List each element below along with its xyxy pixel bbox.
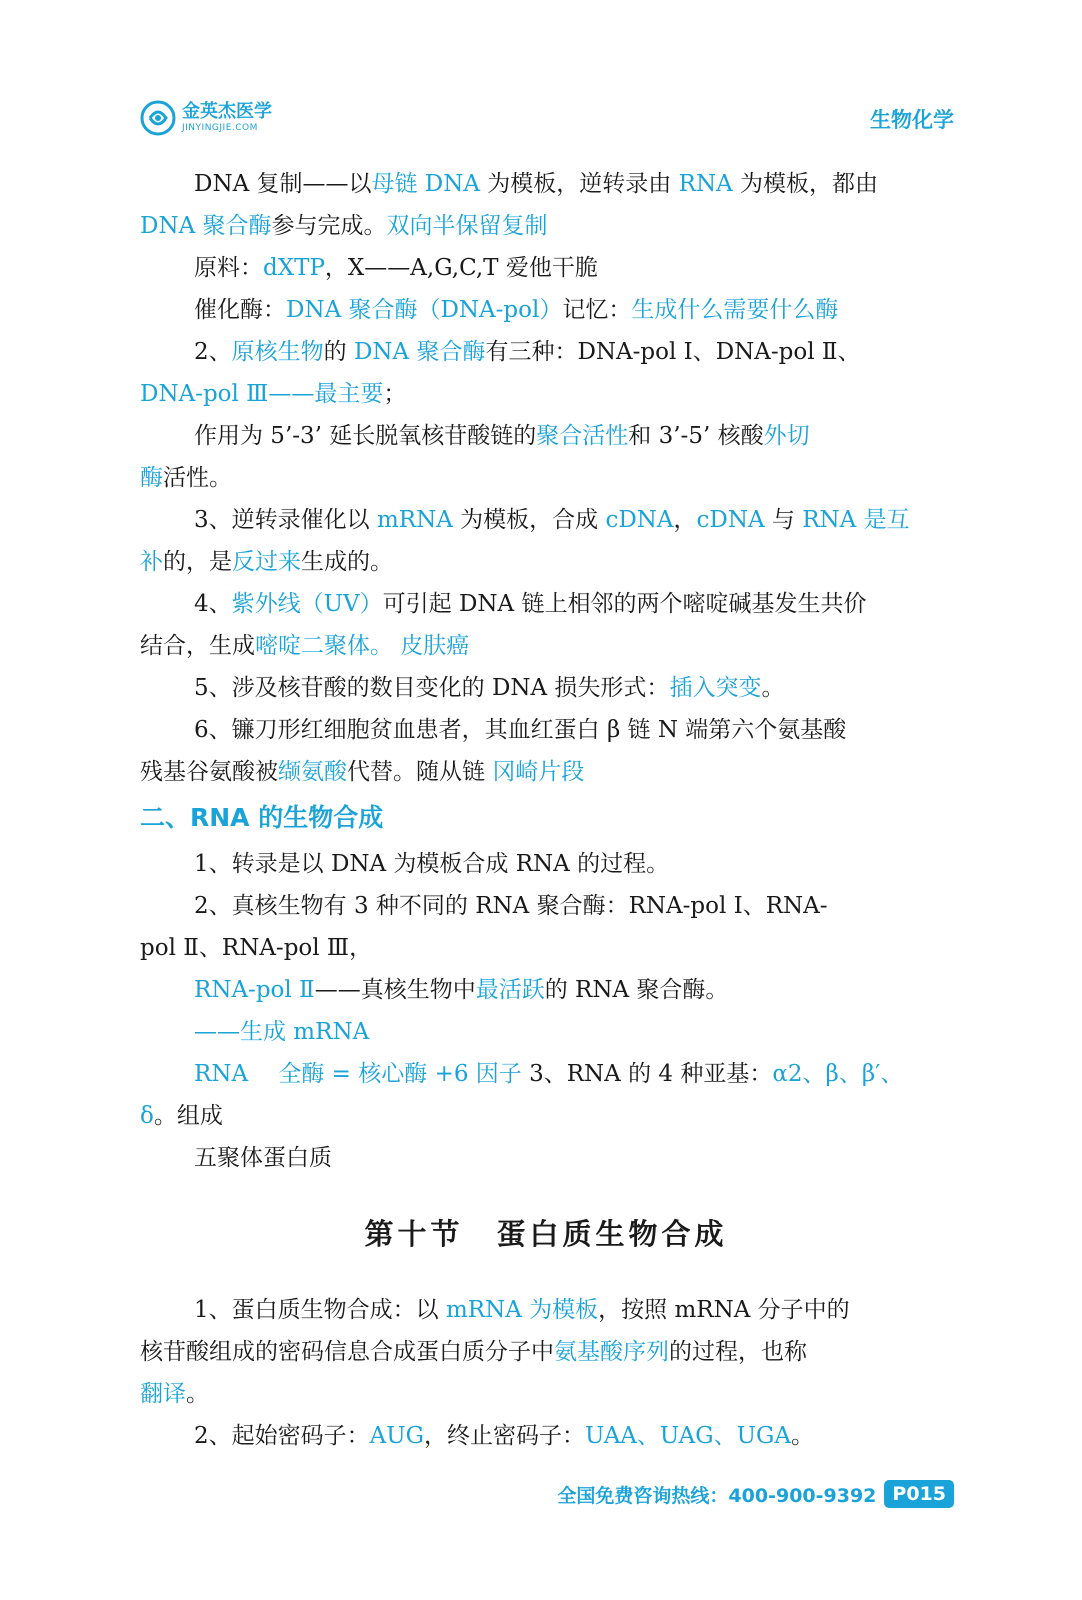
text-line: 酶活性。 [140, 465, 232, 491]
text-line: DNA 聚合酶参与完成。双向半保留复制 [140, 213, 548, 239]
text-line: 1、蛋白质生物合成：以 mRNA 为模板，按照 mRNA 分子中的 [194, 1297, 850, 1323]
logo-english-name: JINYINGJIE.COM [182, 123, 258, 133]
text-line: 结合，生成嘧啶二聚体。 皮肤癌 [140, 633, 470, 659]
page-header [0, 0, 1082, 160]
logo-chinese-name: 金英杰医学 [182, 101, 272, 122]
text-line: ——生成 mRNA [194, 1019, 370, 1045]
brand-logo [140, 98, 290, 138]
subject-title: 生物化学 [870, 108, 954, 132]
text-line: 五聚体蛋白质 [194, 1145, 332, 1171]
logo-swirl-icon [140, 100, 176, 136]
text-line: 原料：dXTP，X——A,G,C,T 爱他干脆 [194, 255, 598, 281]
page-footer [557, 1480, 954, 1508]
text-line: 4、紫外线（UV）可引起 DNA 链上相邻的两个嘧啶碱基发生共价 [194, 591, 867, 617]
page-number-badge: P015 [884, 1480, 954, 1508]
text-line: 5、涉及核苷酸的数目变化的 DNA 损失形式：插入突变。 [194, 675, 785, 701]
text-line: 残基谷氨酸被缬氨酸代替。随从链 冈崎片段 [140, 759, 585, 785]
chapter-title: 第十节 蛋白质生物合成 [364, 1217, 728, 1251]
text-line: DNA-pol Ⅲ——最主要； [140, 381, 407, 407]
text-line: 补的，是反过来生成的。 [140, 549, 393, 575]
section-heading-rna-synthesis: 二、RNA 的生物合成 [140, 803, 384, 832]
text-line: δ。组成 [140, 1103, 223, 1129]
text-line: 作用为 5’-3’ 延长脱氧核苷酸链的聚合活性和 3’-5’ 核酸外切 [194, 423, 810, 449]
text-line: 2、起始密码子：AUG，终止密码子：UAA、UAG、UGA。 [194, 1423, 814, 1449]
text-line: 2、真核生物有 3 种不同的 RNA 聚合酶：RNA-pol Ⅰ、RNA- [194, 893, 828, 919]
text-line: RNA-pol Ⅱ——真核生物中最活跃的 RNA 聚合酶。 [194, 977, 729, 1003]
text-line: 翻译。 [140, 1381, 209, 1407]
text-line: 催化酶：DNA 聚合酶（DNA-pol）记忆：生成什么需要什么酶 [194, 297, 839, 323]
text-line: 3、逆转录催化以 mRNA 为模板，合成 cDNA，cDNA 与 RNA 是互 [194, 507, 910, 533]
text-line: RNA 全酶 = 核心酶 +6 因子 3、RNA 的 4 种亚基：α2、β、β′、 [194, 1061, 904, 1087]
text-line: 1、转录是以 DNA 为模板合成 RNA 的过程。 [194, 851, 670, 877]
text-line: 2、原核生物的 DNA 聚合酶有三种：DNA-pol Ⅰ、DNA-pol Ⅱ、 [194, 339, 861, 365]
text-line: DNA 复制——以母链 DNA 为模板，逆转录由 RNA 为模板，都由 [194, 171, 878, 197]
text-line: 核苷酸组成的密码信息合成蛋白质分子中氨基酸序列的过程，也称 [140, 1339, 807, 1365]
text-line: pol Ⅱ、RNA-pol Ⅲ， [140, 935, 373, 961]
text-line: 6、镰刀形红细胞贫血患者，其血红蛋白 β 链 N 端第六个氨基酸 [194, 717, 847, 743]
hotline-text: 全国免费咨询热线：400-900-9392 [557, 1484, 877, 1507]
page-content [140, 163, 952, 1457]
